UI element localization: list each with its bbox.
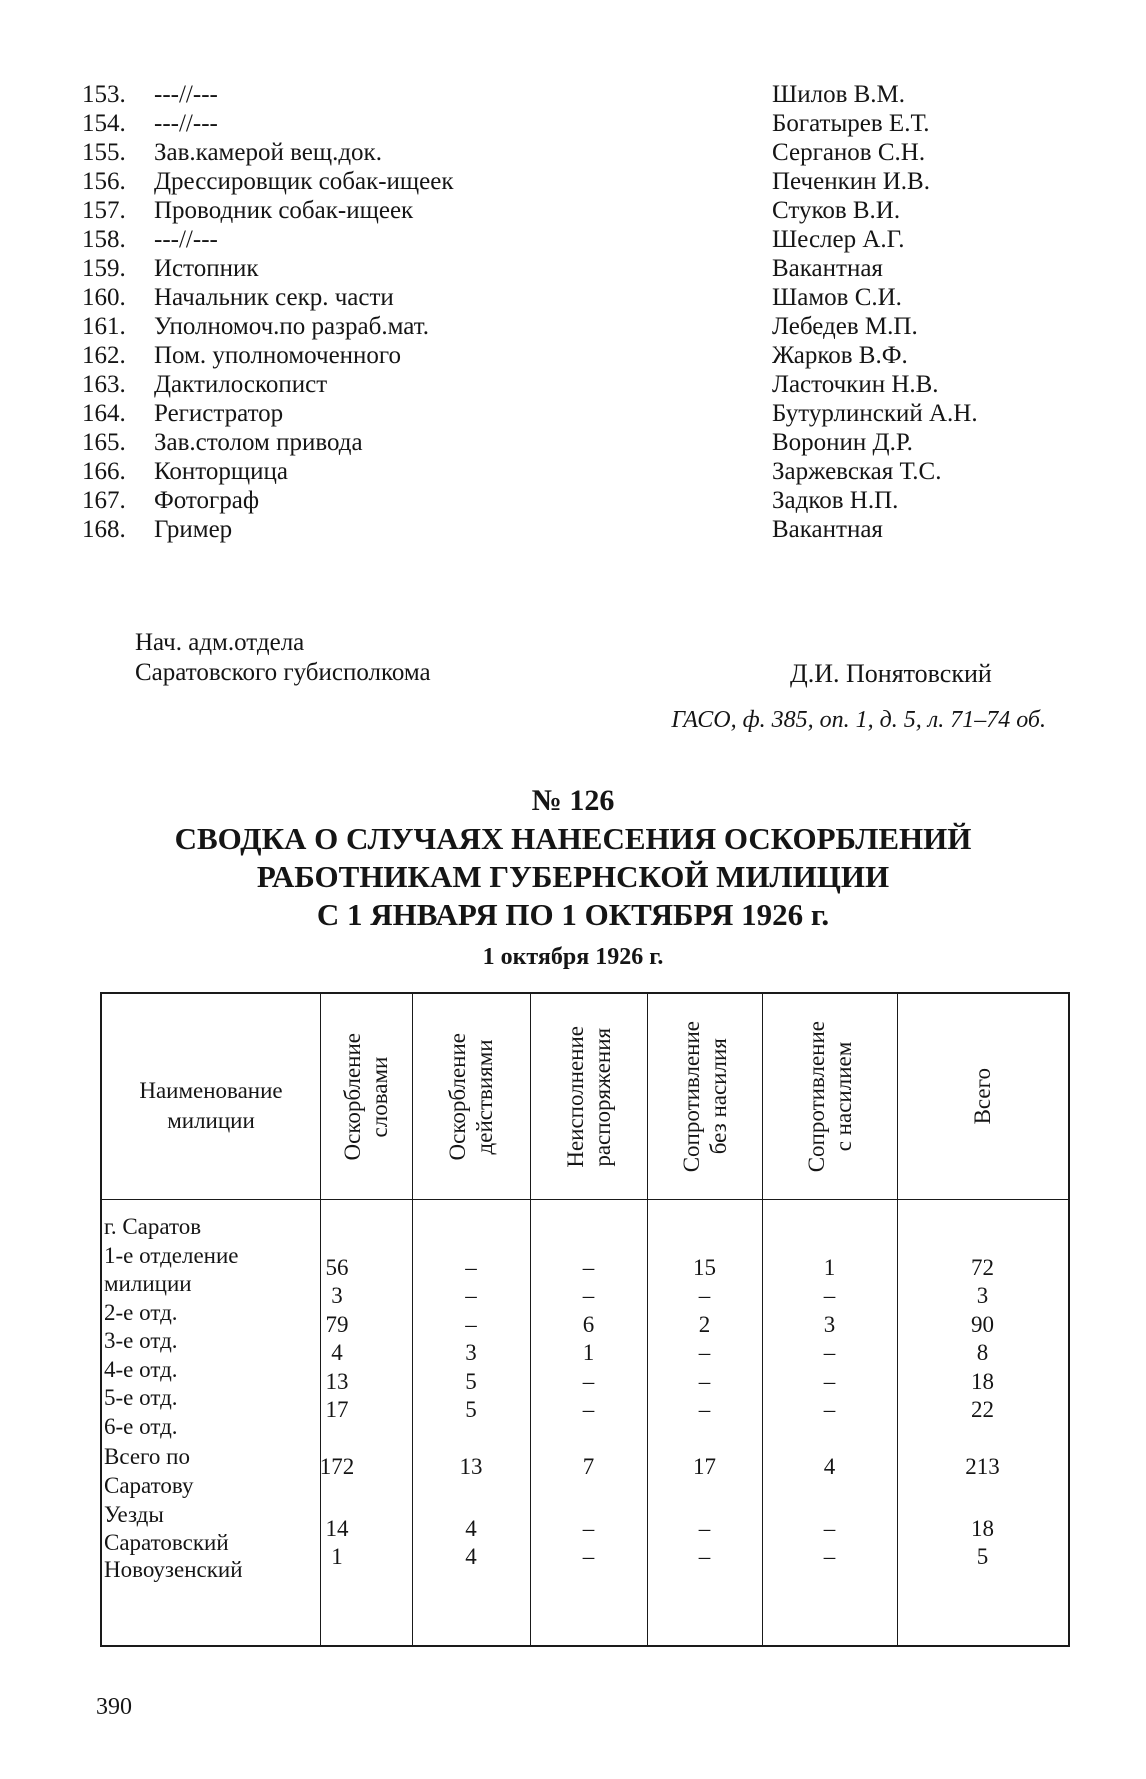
list-item-number: 167. xyxy=(82,487,126,514)
table-cell: 8 xyxy=(976,1340,989,1365)
table-cell: 18 xyxy=(971,1369,994,1394)
staff-name: Жарков В.Ф. xyxy=(772,342,908,369)
list-item xyxy=(82,225,642,254)
row-label: 3-е отд. xyxy=(104,1328,178,1353)
staff-name: Задков Н.П. xyxy=(772,487,899,514)
list-item-position: Гример xyxy=(154,516,233,543)
list-item-position: Истопник xyxy=(154,255,259,282)
list-item xyxy=(82,109,642,138)
list-item-position: Дактилоскопист xyxy=(154,371,328,398)
header-divider xyxy=(102,1199,1068,1200)
table-cell: 5 xyxy=(976,1544,989,1569)
table-cell: 4 xyxy=(331,1340,343,1365)
column-header xyxy=(897,994,1068,1199)
table-cell: 15 xyxy=(693,1255,716,1280)
list-item-position: Дрессировщик собак-ищеек xyxy=(154,168,454,195)
column-header-text xyxy=(339,1033,393,1160)
list-item-number: 156. xyxy=(82,168,126,195)
row-label: 4-е отд. xyxy=(104,1357,178,1382)
table-cell: 22 xyxy=(971,1397,994,1422)
row-label: Новоузенский xyxy=(104,1557,243,1582)
table-cell: – xyxy=(823,1340,836,1365)
page-number: 390 xyxy=(96,1694,132,1720)
row-label: 2-е отд. xyxy=(104,1300,178,1325)
header-line: Неисполнение xyxy=(562,1025,588,1168)
list-item-position: Конторщица xyxy=(154,458,289,485)
list-item xyxy=(82,515,642,544)
column-header xyxy=(530,994,647,1199)
list-item xyxy=(82,80,642,109)
table-cell: 3 xyxy=(331,1283,343,1308)
list-item-number: 159. xyxy=(82,255,126,282)
list-item xyxy=(82,283,642,312)
table-cell: – xyxy=(698,1369,711,1394)
document-date: 1 октября 1926 г. xyxy=(482,944,664,970)
list-item-position: Пом. уполномоченного xyxy=(154,342,402,369)
table-cell: 6 xyxy=(582,1312,595,1337)
list-item-number: 165. xyxy=(82,429,126,456)
table-cell: – xyxy=(465,1312,477,1337)
header-line: распоряжения xyxy=(589,1027,615,1166)
list-item-number: 163. xyxy=(82,371,126,398)
list-item xyxy=(82,370,642,399)
title-line: С 1 ЯНВАРЯ ПО 1 ОКТЯБРЯ 1926 г. xyxy=(316,897,830,932)
list-item-position: Начальник секр. части xyxy=(154,284,394,311)
table-cell: 7 xyxy=(582,1454,595,1479)
table-cell: 13 xyxy=(325,1369,349,1394)
list-item-position: Уполномоч.по разраб.мат. xyxy=(154,313,429,340)
list-item-position: ---//--- xyxy=(154,81,218,108)
list-item xyxy=(82,428,642,457)
header-line: Оскорбление xyxy=(445,1032,470,1161)
column-header xyxy=(320,994,412,1199)
list-item-position: Проводник собак-ищеек xyxy=(154,197,414,224)
column-header-text xyxy=(969,1068,996,1124)
incidents-table xyxy=(100,992,1070,1647)
column-header-text xyxy=(803,1021,857,1172)
staff-name: Лебедев М.П. xyxy=(772,313,918,340)
list-item-number: 155. xyxy=(82,139,126,166)
staff-name: Шеслер А.Г. xyxy=(772,226,905,253)
table-cell: 1 xyxy=(582,1340,595,1365)
signature-line-1: Нач. адм.отдела xyxy=(135,629,305,656)
header-line: Оскорбление xyxy=(340,1032,365,1161)
row-label: 6-е отд. xyxy=(104,1414,178,1439)
header-line: Сопротивление xyxy=(678,1020,704,1173)
table-cell: 56 xyxy=(325,1255,349,1280)
header-line: действиями xyxy=(472,1038,497,1155)
table-cell: 79 xyxy=(325,1312,349,1337)
header-line: с насилием xyxy=(830,1041,856,1152)
column-header-text xyxy=(678,1021,732,1172)
table-cell: 14 xyxy=(325,1516,349,1541)
row-label: милиции xyxy=(104,1271,192,1296)
header-text: милиции xyxy=(167,1108,255,1133)
table-cell: – xyxy=(823,1283,836,1308)
title-line: СВОДКА О СЛУЧАЯХ НАНЕСЕНИЯ ОСКОРБЛЕНИЙ xyxy=(174,821,972,856)
table-cell: – xyxy=(465,1283,477,1308)
table-cell: – xyxy=(698,1283,711,1308)
table-cell: – xyxy=(582,1255,595,1280)
row-label: Уезды xyxy=(104,1502,164,1527)
row-label: Всего по xyxy=(104,1444,190,1469)
table-cell: – xyxy=(582,1369,595,1394)
table-cell: 5 xyxy=(465,1369,477,1394)
header-line: без насилия xyxy=(705,1038,731,1155)
table-cell: – xyxy=(698,1544,711,1569)
table-cell: – xyxy=(582,1283,595,1308)
table-cell: 17 xyxy=(693,1454,716,1479)
table-cell: 90 xyxy=(971,1312,994,1337)
signature-line-2: Саратовского губисполкома xyxy=(135,659,431,686)
signature-position xyxy=(135,628,431,688)
table-cell: – xyxy=(698,1516,711,1541)
table-cell: – xyxy=(823,1369,836,1394)
table-cell: 17 xyxy=(325,1397,349,1422)
table-cell: – xyxy=(698,1397,711,1422)
header-line: словами xyxy=(367,1056,392,1137)
table-cell: – xyxy=(582,1516,595,1541)
table-cell: 18 xyxy=(971,1516,994,1541)
staff-name: Стуков В.И. xyxy=(772,197,901,224)
row-label: г. Саратов xyxy=(104,1214,202,1239)
table-cell: – xyxy=(698,1340,711,1365)
table-cell: – xyxy=(582,1544,595,1569)
list-item-position: ---//--- xyxy=(154,110,218,137)
header-line: Сопротивление xyxy=(803,1020,829,1173)
list-item-number: 160. xyxy=(82,284,126,311)
table-cell: – xyxy=(823,1397,836,1422)
header-line: Всего xyxy=(970,1068,995,1125)
signature-name: Д.И. Понятовский xyxy=(790,659,992,688)
list-item-number: 158. xyxy=(82,226,126,253)
staff-name: Воронин Д.Р. xyxy=(772,429,913,456)
list-item-position: Регистратор xyxy=(154,400,284,427)
list-item xyxy=(82,167,642,196)
title-line: РАБОТНИКАМ ГУБЕРНСКОЙ МИЛИЦИИ xyxy=(256,859,890,894)
list-item-number: 164. xyxy=(82,400,126,427)
table-cell: 4 xyxy=(465,1516,477,1541)
list-item-number: 153. xyxy=(82,81,126,108)
list-item-number: 161. xyxy=(82,313,126,340)
staff-names xyxy=(772,80,1102,544)
list-item xyxy=(82,486,642,515)
list-item-position: Зав.столом привода xyxy=(154,429,363,456)
list-item xyxy=(82,196,642,225)
staff-name: Вакантная xyxy=(772,516,883,543)
list-item xyxy=(82,457,642,486)
list-item xyxy=(82,138,642,167)
staff-name: Серганов С.Н. xyxy=(772,139,926,166)
header-text: Наименование xyxy=(139,1078,283,1103)
table-cell: 172 xyxy=(319,1454,355,1479)
staff-name: Печенкин И.В. xyxy=(772,168,930,195)
column-header-militia xyxy=(102,1076,320,1136)
table-cell: 3 xyxy=(465,1340,477,1365)
table-cell: 2 xyxy=(698,1312,711,1337)
table-cell: 4 xyxy=(823,1454,836,1479)
row-label: 1-е отделение xyxy=(104,1243,239,1268)
list-item xyxy=(82,341,642,370)
staff-name: Заржевская Т.С. xyxy=(772,458,942,485)
staff-name: Бутурлинский А.Н. xyxy=(772,400,978,427)
staff-name: Богатырев Е.Т. xyxy=(772,110,930,137)
table-cell: – xyxy=(823,1544,836,1569)
list-item xyxy=(82,399,642,428)
table-cell: 213 xyxy=(965,1454,1000,1479)
list-item-number: 168. xyxy=(82,516,126,543)
column-header xyxy=(412,994,530,1199)
staff-name: Ласточкин Н.В. xyxy=(772,371,939,398)
table-cell: – xyxy=(465,1255,477,1280)
list-item xyxy=(82,254,642,283)
list-item-number: 154. xyxy=(82,110,126,137)
list-item-position: ---//--- xyxy=(154,226,218,253)
table-cell: 1 xyxy=(331,1544,343,1569)
table-cell: 3 xyxy=(976,1283,989,1308)
row-label: Саратову xyxy=(104,1473,194,1498)
table-cell: 1 xyxy=(823,1255,836,1280)
table-cell: – xyxy=(823,1516,836,1541)
row-label: Саратовский xyxy=(104,1530,229,1555)
table-cell: – xyxy=(582,1397,595,1422)
column-header-text xyxy=(562,1026,616,1168)
staff-name: Вакантная xyxy=(772,255,883,282)
column-header-text xyxy=(444,1033,498,1160)
row-label: 5-е отд. xyxy=(104,1385,178,1410)
list-item-number: 166. xyxy=(82,458,126,485)
table-cell: 5 xyxy=(465,1397,477,1422)
document-number: № 126 xyxy=(531,784,615,817)
list-item-number: 157. xyxy=(82,197,126,224)
document-title xyxy=(60,820,1086,934)
table-cell: 13 xyxy=(459,1454,483,1479)
staff-name: Шилов В.М. xyxy=(772,81,906,108)
staff-name: Шамов С.И. xyxy=(772,284,902,311)
list-item-number: 162. xyxy=(82,342,126,369)
table-cell: 72 xyxy=(971,1255,994,1280)
column-header xyxy=(762,994,897,1199)
list-item-position: Зав.камерой вещ.док. xyxy=(154,139,382,166)
table-cell: 3 xyxy=(823,1312,836,1337)
staff-list xyxy=(82,80,642,544)
table-cell: 4 xyxy=(465,1544,477,1569)
archive-reference: ГАСО, ф. 385, оп. 1, д. 5, л. 71–74 об. xyxy=(671,707,1046,733)
list-item-position: Фотограф xyxy=(154,487,260,514)
list-item xyxy=(82,312,642,341)
column-header xyxy=(647,994,762,1199)
